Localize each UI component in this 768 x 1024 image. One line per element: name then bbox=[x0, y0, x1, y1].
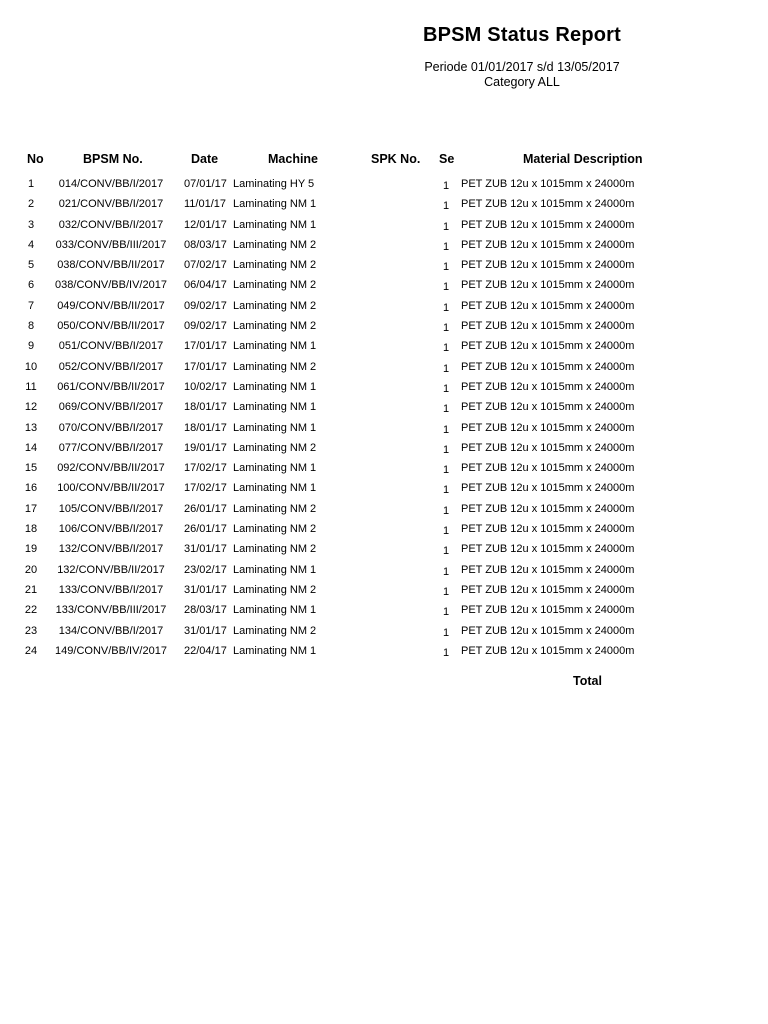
table-row bbox=[0, 237, 768, 257]
row-machine: Laminating NM 1 bbox=[233, 604, 317, 617]
table-row bbox=[0, 338, 768, 358]
row-material-description: PET ZUB 12u x 1015mm x 24000m bbox=[461, 462, 635, 475]
row-date: 22/04/17 bbox=[184, 644, 227, 657]
row-se: 1 bbox=[442, 403, 450, 416]
row-bpsm-no: 132/CONV/BB/I/2017 bbox=[58, 543, 164, 556]
row-date: 18/01/17 bbox=[184, 401, 227, 414]
row-bpsm-no: 070/CONV/BB/I/2017 bbox=[58, 421, 164, 434]
column-header-se: Se bbox=[439, 152, 455, 166]
row-bpsm-no: 134/CONV/BB/I/2017 bbox=[58, 624, 164, 637]
row-machine: Laminating NM 1 bbox=[233, 482, 317, 495]
row-date: 19/01/17 bbox=[184, 441, 227, 454]
table-row bbox=[0, 379, 768, 399]
row-machine: Laminating NM 1 bbox=[233, 563, 317, 576]
report-title: BPSM Status Report bbox=[422, 24, 622, 46]
row-machine: Laminating HY 5 bbox=[233, 178, 315, 190]
row-material-description: PET ZUB 12u x 1015mm x 24000m bbox=[461, 178, 635, 190]
row-se: 1 bbox=[442, 362, 450, 375]
row-machine: Laminating NM 2 bbox=[233, 259, 317, 272]
row-bpsm-no: 106/CONV/BB/I/2017 bbox=[58, 523, 164, 536]
row-material-description: PET ZUB 12u x 1015mm x 24000m bbox=[461, 380, 635, 393]
row-se: 1 bbox=[442, 525, 450, 538]
row-se: 1 bbox=[442, 322, 450, 335]
table-row bbox=[0, 298, 768, 318]
row-date: 11/01/17 bbox=[184, 198, 227, 211]
row-machine: Laminating NM 1 bbox=[233, 462, 317, 475]
row-bpsm-no: 132/CONV/BB/II/2017 bbox=[57, 563, 165, 576]
row-se: 1 bbox=[442, 565, 450, 578]
row-material-description: PET ZUB 12u x 1015mm x 24000m bbox=[461, 482, 635, 495]
row-material-description: PET ZUB 12u x 1015mm x 24000m bbox=[461, 502, 635, 515]
row-se: 1 bbox=[442, 646, 450, 659]
row-no: 8 bbox=[27, 320, 35, 333]
row-se: 1 bbox=[442, 585, 450, 598]
row-se: 1 bbox=[442, 606, 450, 619]
row-bpsm-no: 061/CONV/BB/II/2017 bbox=[57, 380, 165, 393]
row-machine: Laminating NM 2 bbox=[233, 299, 317, 312]
row-material-description: PET ZUB 12u x 1015mm x 24000m bbox=[461, 279, 635, 292]
row-no: 14 bbox=[24, 441, 38, 454]
row-material-description: PET ZUB 12u x 1015mm x 24000m bbox=[461, 604, 635, 617]
table-row bbox=[0, 541, 768, 561]
row-bpsm-no: 033/CONV/BB/III/2017 bbox=[55, 238, 167, 251]
row-se: 1 bbox=[442, 301, 450, 314]
row-material-description: PET ZUB 12u x 1015mm x 24000m bbox=[461, 583, 635, 596]
row-machine: Laminating NM 2 bbox=[233, 279, 317, 292]
row-se: 1 bbox=[442, 180, 450, 192]
table-row bbox=[0, 277, 768, 297]
row-date: 28/03/17 bbox=[184, 604, 227, 617]
row-se: 1 bbox=[442, 240, 450, 253]
total-label: Total bbox=[573, 674, 602, 688]
row-date: 09/02/17 bbox=[184, 299, 227, 312]
row-machine: Laminating NM 2 bbox=[233, 502, 317, 515]
row-machine: Laminating NM 2 bbox=[233, 360, 317, 373]
row-machine: Laminating NM 1 bbox=[233, 421, 317, 434]
row-date: 07/02/17 bbox=[184, 259, 227, 272]
row-material-description: PET ZUB 12u x 1015mm x 24000m bbox=[461, 644, 635, 657]
table-row bbox=[0, 196, 768, 216]
table-row bbox=[0, 623, 768, 643]
row-machine: Laminating NM 1 bbox=[233, 380, 317, 393]
table-row bbox=[0, 440, 768, 460]
row-bpsm-no: 051/CONV/BB/I/2017 bbox=[58, 340, 164, 353]
row-machine: Laminating NM 1 bbox=[233, 401, 317, 414]
row-material-description: PET ZUB 12u x 1015mm x 24000m bbox=[461, 218, 635, 231]
row-date: 07/01/17 bbox=[184, 178, 227, 190]
row-material-description: PET ZUB 12u x 1015mm x 24000m bbox=[461, 543, 635, 556]
row-machine: Laminating NM 1 bbox=[233, 340, 317, 353]
row-se: 1 bbox=[442, 281, 450, 294]
row-bpsm-no: 032/CONV/BB/I/2017 bbox=[58, 218, 164, 231]
row-no: 19 bbox=[24, 543, 38, 556]
row-material-description: PET ZUB 12u x 1015mm x 24000m bbox=[461, 198, 635, 211]
row-bpsm-no: 105/CONV/BB/I/2017 bbox=[58, 502, 164, 515]
row-date: 08/03/17 bbox=[184, 238, 227, 251]
row-date: 31/01/17 bbox=[184, 583, 227, 596]
row-material-description: PET ZUB 12u x 1015mm x 24000m bbox=[461, 340, 635, 353]
row-material-description: PET ZUB 12u x 1015mm x 24000m bbox=[461, 238, 635, 251]
row-no: 2 bbox=[27, 198, 35, 211]
row-machine: Laminating NM 2 bbox=[233, 624, 317, 637]
row-material-description: PET ZUB 12u x 1015mm x 24000m bbox=[461, 523, 635, 536]
report-table-body bbox=[0, 176, 768, 663]
row-material-description: PET ZUB 12u x 1015mm x 24000m bbox=[461, 360, 635, 373]
row-material-description: PET ZUB 12u x 1015mm x 24000m bbox=[461, 563, 635, 576]
table-row bbox=[0, 501, 768, 521]
row-se: 1 bbox=[442, 342, 450, 355]
row-se: 1 bbox=[442, 261, 450, 274]
row-bpsm-no: 092/CONV/BB/II/2017 bbox=[57, 462, 165, 475]
row-machine: Laminating NM 1 bbox=[233, 198, 317, 211]
row-date: 09/02/17 bbox=[184, 320, 227, 333]
row-se: 1 bbox=[442, 504, 450, 517]
row-se: 1 bbox=[442, 443, 450, 456]
row-date: 10/02/17 bbox=[184, 380, 227, 393]
row-bpsm-no: 021/CONV/BB/I/2017 bbox=[58, 198, 164, 211]
row-se: 1 bbox=[442, 626, 450, 639]
row-no: 3 bbox=[27, 218, 35, 231]
table-row bbox=[0, 521, 768, 541]
column-header-no: No bbox=[27, 152, 44, 166]
row-date: 23/02/17 bbox=[184, 563, 227, 576]
report-category: Category ALL bbox=[484, 75, 560, 89]
row-no: 10 bbox=[24, 360, 38, 373]
row-material-description: PET ZUB 12u x 1015mm x 24000m bbox=[461, 299, 635, 312]
row-no: 15 bbox=[24, 462, 38, 475]
row-no: 5 bbox=[27, 259, 35, 272]
row-bpsm-no: 052/CONV/BB/I/2017 bbox=[58, 360, 164, 373]
column-header-date: Date bbox=[191, 152, 219, 166]
row-date: 26/01/17 bbox=[184, 502, 227, 515]
row-date: 17/02/17 bbox=[184, 462, 227, 475]
table-row bbox=[0, 176, 768, 196]
column-header-spk-no: SPK No. bbox=[371, 152, 421, 166]
column-header-machine: Machine bbox=[268, 152, 319, 166]
row-machine: Laminating NM 2 bbox=[233, 320, 317, 333]
row-se: 1 bbox=[442, 545, 450, 558]
row-bpsm-no: 100/CONV/BB/II/2017 bbox=[57, 482, 165, 495]
row-se: 1 bbox=[442, 200, 450, 213]
row-bpsm-no: 133/CONV/BB/III/2017 bbox=[55, 604, 167, 617]
row-material-description: PET ZUB 12u x 1015mm x 24000m bbox=[461, 401, 635, 414]
row-date: 31/01/17 bbox=[184, 624, 227, 637]
row-date: 06/04/17 bbox=[184, 279, 227, 292]
report-periode: Periode 01/01/2017 s/d 13/05/2017 bbox=[424, 60, 620, 74]
table-row bbox=[0, 562, 768, 582]
table-row bbox=[0, 460, 768, 480]
row-no: 6 bbox=[27, 279, 35, 292]
row-bpsm-no: 149/CONV/BB/IV/2017 bbox=[55, 644, 167, 657]
row-material-description: PET ZUB 12u x 1015mm x 24000m bbox=[461, 320, 635, 333]
row-machine: Laminating NM 2 bbox=[233, 238, 317, 251]
row-date: 26/01/17 bbox=[184, 523, 227, 536]
table-row bbox=[0, 602, 768, 622]
row-date: 12/01/17 bbox=[184, 218, 227, 231]
row-no: 13 bbox=[24, 421, 38, 434]
row-no: 4 bbox=[27, 238, 35, 251]
table-row bbox=[0, 359, 768, 379]
row-machine: Laminating NM 1 bbox=[233, 218, 317, 231]
row-date: 17/02/17 bbox=[184, 482, 227, 495]
table-row bbox=[0, 399, 768, 419]
row-bpsm-no: 077/CONV/BB/I/2017 bbox=[58, 441, 164, 454]
row-no: 12 bbox=[24, 401, 38, 414]
table-row bbox=[0, 257, 768, 277]
row-bpsm-no: 133/CONV/BB/I/2017 bbox=[58, 583, 164, 596]
row-se: 1 bbox=[442, 220, 450, 233]
row-no: 20 bbox=[24, 563, 38, 576]
row-se: 1 bbox=[442, 423, 450, 436]
row-no: 16 bbox=[24, 482, 38, 495]
row-no: 24 bbox=[24, 644, 38, 657]
column-header-bpsm-no: BPSM No. bbox=[83, 152, 143, 166]
row-se: 1 bbox=[442, 464, 450, 477]
row-bpsm-no: 014/CONV/BB/I/2017 bbox=[58, 178, 164, 190]
row-no: 1 bbox=[27, 178, 35, 190]
table-row bbox=[0, 420, 768, 440]
row-machine: Laminating NM 1 bbox=[233, 644, 317, 657]
row-date: 31/01/17 bbox=[184, 543, 227, 556]
row-material-description: PET ZUB 12u x 1015mm x 24000m bbox=[461, 421, 635, 434]
table-row bbox=[0, 582, 768, 602]
row-bpsm-no: 038/CONV/BB/IV/2017 bbox=[55, 279, 167, 292]
row-no: 22 bbox=[24, 604, 38, 617]
row-no: 23 bbox=[24, 624, 38, 637]
row-machine: Laminating NM 2 bbox=[233, 543, 317, 556]
row-date: 17/01/17 bbox=[184, 360, 227, 373]
table-row bbox=[0, 217, 768, 237]
row-material-description: PET ZUB 12u x 1015mm x 24000m bbox=[461, 624, 635, 637]
column-header-material-description: Material Description bbox=[523, 152, 643, 166]
row-no: 18 bbox=[24, 523, 38, 536]
row-no: 9 bbox=[27, 340, 35, 353]
row-bpsm-no: 050/CONV/BB/II/2017 bbox=[57, 320, 165, 333]
row-date: 18/01/17 bbox=[184, 421, 227, 434]
row-date: 17/01/17 bbox=[184, 340, 227, 353]
row-no: 21 bbox=[24, 583, 38, 596]
row-no: 17 bbox=[24, 502, 38, 515]
row-no: 7 bbox=[27, 299, 35, 312]
row-machine: Laminating NM 2 bbox=[233, 441, 317, 454]
row-se: 1 bbox=[442, 382, 450, 395]
row-no: 11 bbox=[25, 380, 37, 393]
row-machine: Laminating NM 2 bbox=[233, 523, 317, 536]
row-se: 1 bbox=[442, 484, 450, 497]
table-row bbox=[0, 318, 768, 338]
table-row bbox=[0, 480, 768, 500]
row-bpsm-no: 038/CONV/BB/II/2017 bbox=[57, 259, 165, 272]
row-material-description: PET ZUB 12u x 1015mm x 24000m bbox=[461, 259, 635, 272]
row-material-description: PET ZUB 12u x 1015mm x 24000m bbox=[461, 441, 635, 454]
row-bpsm-no: 069/CONV/BB/I/2017 bbox=[58, 401, 164, 414]
row-machine: Laminating NM 2 bbox=[233, 583, 317, 596]
table-row bbox=[0, 643, 768, 663]
row-bpsm-no: 049/CONV/BB/II/2017 bbox=[57, 299, 165, 312]
